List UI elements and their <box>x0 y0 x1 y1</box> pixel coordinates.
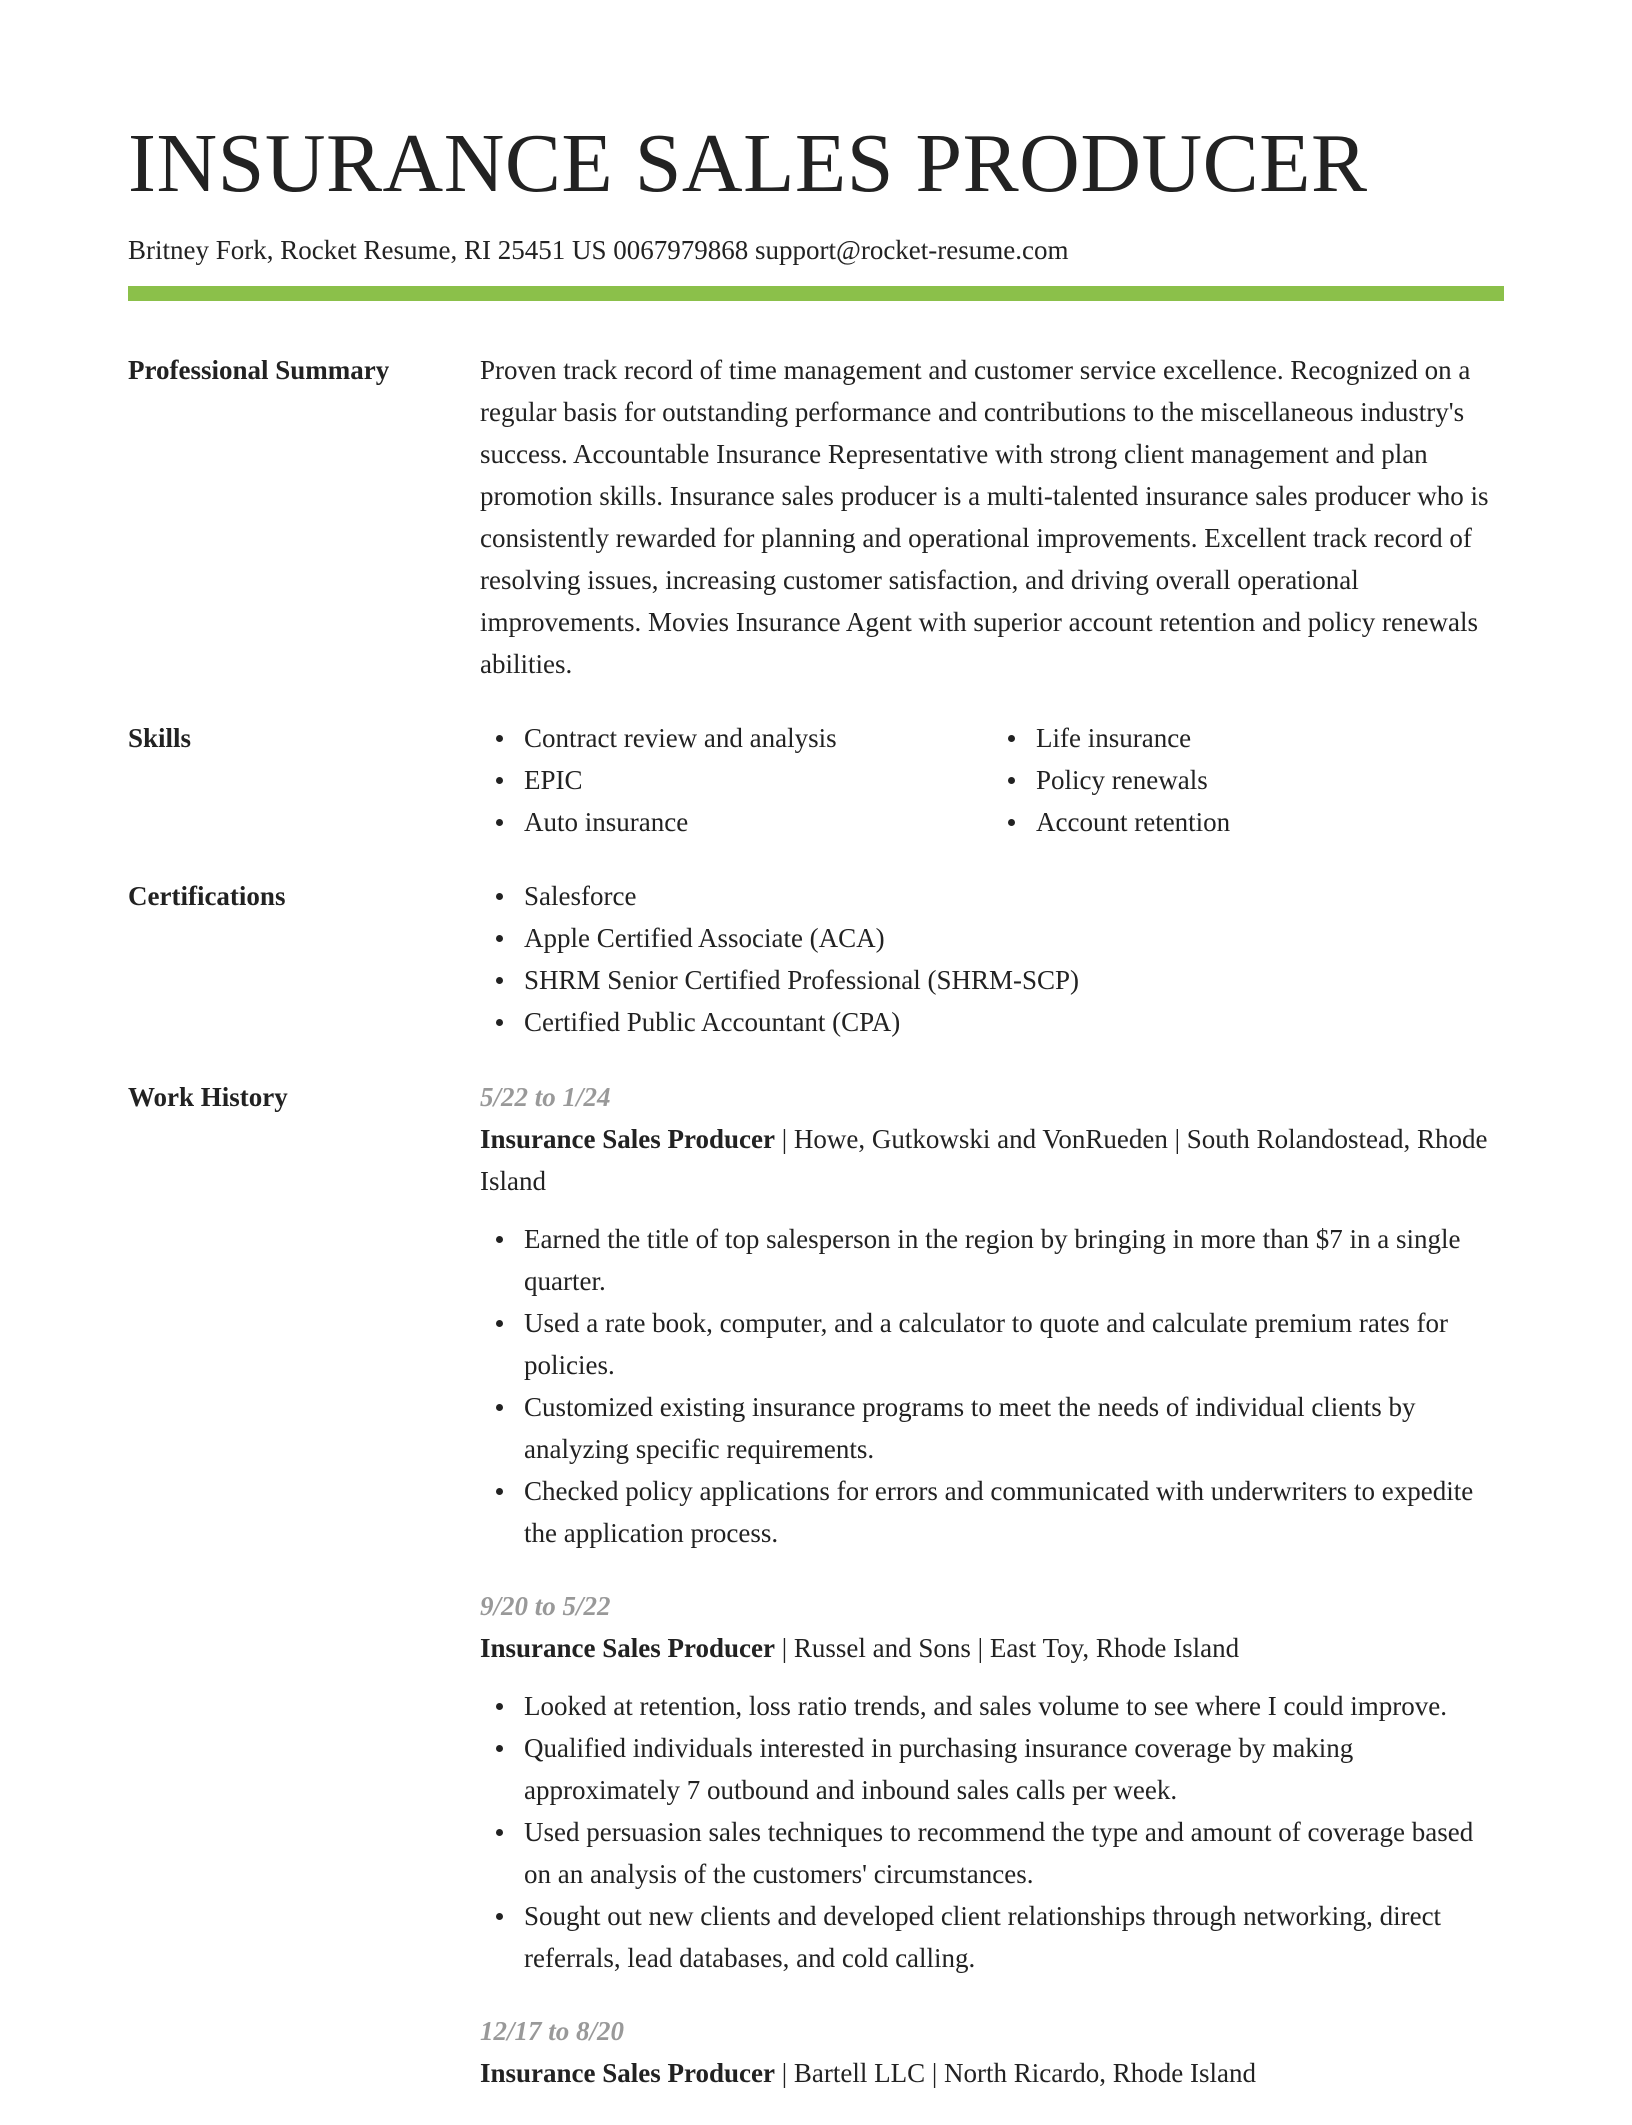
summary-heading: Professional Summary <box>128 355 390 385</box>
job-entry <box>480 2010 1504 2094</box>
skill-item: Policy renewals <box>1036 759 1504 801</box>
summary-body <box>480 349 1504 685</box>
certification-item: Certified Public Accountant (CPA) <box>524 1001 1504 1043</box>
certification-item: SHRM Senior Certified Professional (SHRM-SCP) <box>524 959 1504 1001</box>
job-entry <box>480 1585 1504 1979</box>
job-details: | Russel and Sons | East Toy, Rhode Island <box>775 1633 1240 1663</box>
certification-item: Apple Certified Associate (ACA) <box>524 917 1504 959</box>
work-history-heading: Work History <box>128 1082 288 1112</box>
skill-item: Account retention <box>1036 801 1504 843</box>
certification-item: Salesforce <box>524 875 1504 917</box>
job-bullets <box>480 1218 1504 1554</box>
job-dates: 9/20 to 5/22 <box>480 1591 611 1621</box>
contact-line: Britney Fork, Rocket Resume, RI 25451 US 0067979868 support@rocket-resume.com <box>128 235 1069 265</box>
job-details: | Bartell LLC | North Ricardo, Rhode Island <box>775 2058 1256 2088</box>
job-dates: 12/17 to 8/20 <box>480 2016 625 2046</box>
skills-list-right <box>992 717 1504 843</box>
job-bullet: Qualified individuals interested in purchasing insurance coverage by making approximately 7 outbound and inbound sales calls per week. <box>524 1727 1504 1811</box>
accent-divider <box>128 286 1504 301</box>
job-entry <box>480 1076 1504 1554</box>
skills-body <box>480 717 1504 843</box>
certifications-body <box>480 875 1504 1043</box>
summary-text: Proven track record of time management and customer service excellence. Recognized on a regular basis for outstanding performance and contributions to the miscellaneous industry's success. Accountable Insurance Representative with strong client management and plan promotion skills. Insurance sales producer is a multi-talented insurance sales producer who is consistently rewarded for planning and operational improvements. Excellent track record of resolving issues, increasing customer satisfaction, and driving overall operational improvements. Movies Insurance Agent with superior account retention and policy renewals abilities. <box>480 355 1489 679</box>
job-heading <box>480 2052 1504 2094</box>
job-bullet: Used persuasion sales techniques to recommend the type and amount of coverage based on an analysis of the customers' circumstances. <box>524 1811 1504 1895</box>
job-bullet: Checked policy applications for errors and communicated with underwriters to expedite the application process. <box>524 1470 1504 1554</box>
skill-item: Auto insurance <box>524 801 992 843</box>
job-title: Insurance Sales Producer <box>480 1633 775 1663</box>
job-dates: 5/22 to 1/24 <box>480 1082 611 1112</box>
skill-item: Contract review and analysis <box>524 717 992 759</box>
skills-heading: Skills <box>128 723 192 753</box>
skill-item: EPIC <box>524 759 992 801</box>
skills-list-left <box>480 717 992 843</box>
job-bullets <box>480 1685 1504 1979</box>
certifications-list <box>480 875 1504 1043</box>
certifications-heading: Certifications <box>128 881 286 911</box>
work-history-body <box>480 1076 1504 2125</box>
job-details: | Howe, Gutkowski and VonRueden | South Rolandostead, Rhode Island <box>480 1124 1488 1196</box>
job-bullet: Used a rate book, computer, and a calculator to quote and calculate premium rates for policies. <box>524 1302 1504 1386</box>
job-bullet: Sought out new clients and developed client relationships through networking, direct referrals, lead databases, and cold calling. <box>524 1895 1504 1979</box>
job-bullet: Earned the title of top salesperson in the region by bringing in more than $7 in a single quarter. <box>524 1218 1504 1302</box>
job-bullet: Customized existing insurance programs to meet the needs of individual clients by analyzing specific requirements. <box>524 1386 1504 1470</box>
skill-item: Life insurance <box>1036 717 1504 759</box>
job-bullet: Looked at retention, loss ratio trends, and sales volume to see where I could improve. <box>524 1685 1504 1727</box>
page-title: INSURANCE SALES PRODUCER <box>128 117 1368 210</box>
job-title: Insurance Sales Producer <box>480 1124 775 1154</box>
job-heading <box>480 1627 1504 1669</box>
job-heading <box>480 1118 1504 1202</box>
job-title: Insurance Sales Producer <box>480 2058 775 2088</box>
